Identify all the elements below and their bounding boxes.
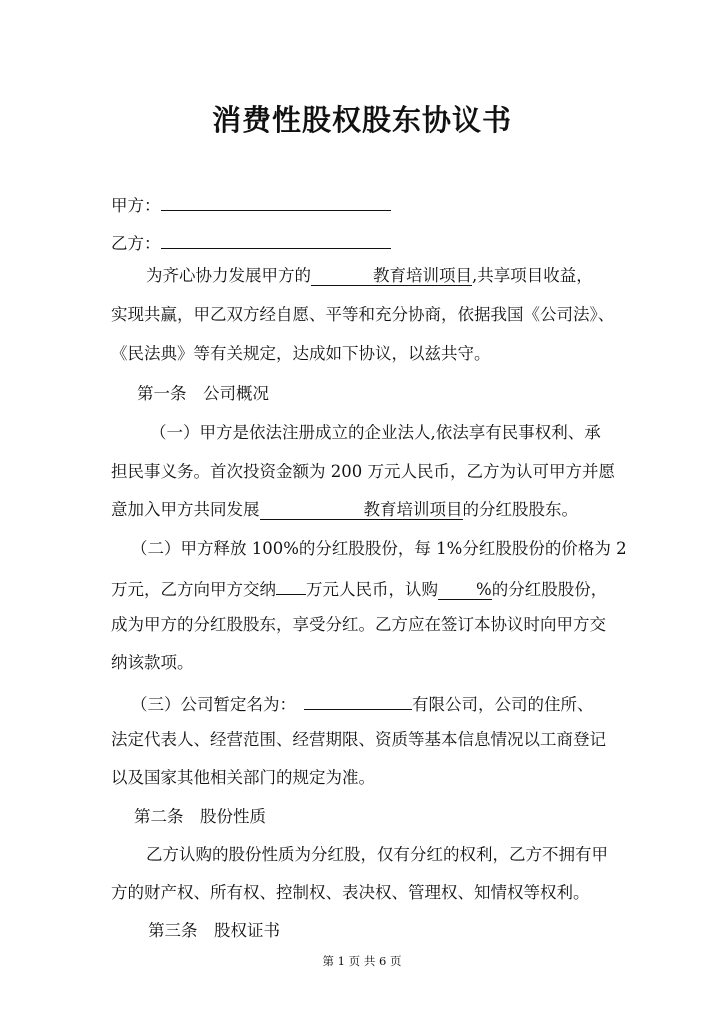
article-1-p2-line-4: 纳该款项。 [111,653,194,672]
party-a-blank[interactable] [161,192,391,211]
percent-blank[interactable]: % [438,580,492,600]
article-1-p1-line-3 [111,499,631,521]
article-2-heading: 第二条 股份性质 [134,807,266,826]
party-a-line [111,192,391,217]
intro-project: 教育培训项目 [311,266,472,286]
company-name-blank[interactable] [304,691,412,710]
party-b-line [111,230,391,255]
intro-line-1 [146,265,666,287]
article-1-p3-line-3: 以及国家其他相关部门的规定为准。 [111,768,375,787]
p1-project: 教育培训项目 [260,500,463,520]
intro-text: 为齐心协力发展甲方的 [146,266,311,285]
intro-line-2: 实现共赢，甲乙双方经自愿、平等和充分协商，依据我国《公司法》、 [111,305,615,324]
party-b-label: 乙方： [111,234,161,253]
article-1-p2-line-3: 成为甲方的分红股股东，享受分红。乙方应在签订本协议时向甲方交 [111,615,606,634]
p1-text: 的分红股股东。 [462,500,578,519]
page-footer: 第 1 页 共 6 页 [322,954,402,968]
article-1-p3-line-1 [131,691,651,716]
article-2-line-2: 方的财产权、所有权、控制权、表决权、管理权、知情权等权利。 [111,883,590,902]
party-a-label: 甲方： [111,196,161,215]
article-3-heading: 第三条 股权证书 [148,921,280,940]
p3-text: （三）公司暂定名为： [131,695,296,714]
document-title: 消费性股权股东协议书 [211,103,512,137]
p2-text: 的分红股股份， [491,580,608,599]
article-1-heading: 第一条 公司概况 [137,384,269,403]
article-1-p1-line-1: （一）甲方是依法注册成立的企业法人,依法享有民事权利、承 [150,423,601,442]
article-1-p2-line-1: （二）甲方释放 100%的分红股股份，每 1%分红股股份的价格为 2 [131,539,627,558]
article-1-p2-line-2 [111,576,631,601]
p2-text: 万元人民币，认购 [306,580,438,599]
article-1-p1-line-2: 担民事义务。首次投资金额为 200 万元人民币，乙方为认可甲方并愿 [111,462,615,481]
p3-text: 有限公司，公司的住所、 [412,695,594,714]
p1-text: 意加入甲方共同发展 [111,500,260,519]
p2-text: 万元，乙方向甲方交纳 [111,580,276,599]
intro-line-3: 《民法典》等有关规定，达成如下协议，以兹共守。 [111,344,491,363]
article-1-p3-line-2: 法定代表人、经营范围、经营期限、资质等基本信息情况以工商登记 [111,730,606,749]
article-2-line-1: 乙方认购的股份性质为分红股，仅有分红的权利，乙方不拥有甲 [146,845,608,864]
intro-text: ,共享项目收益， [472,266,593,285]
party-b-blank[interactable] [161,230,391,249]
amount-blank[interactable] [276,576,306,595]
